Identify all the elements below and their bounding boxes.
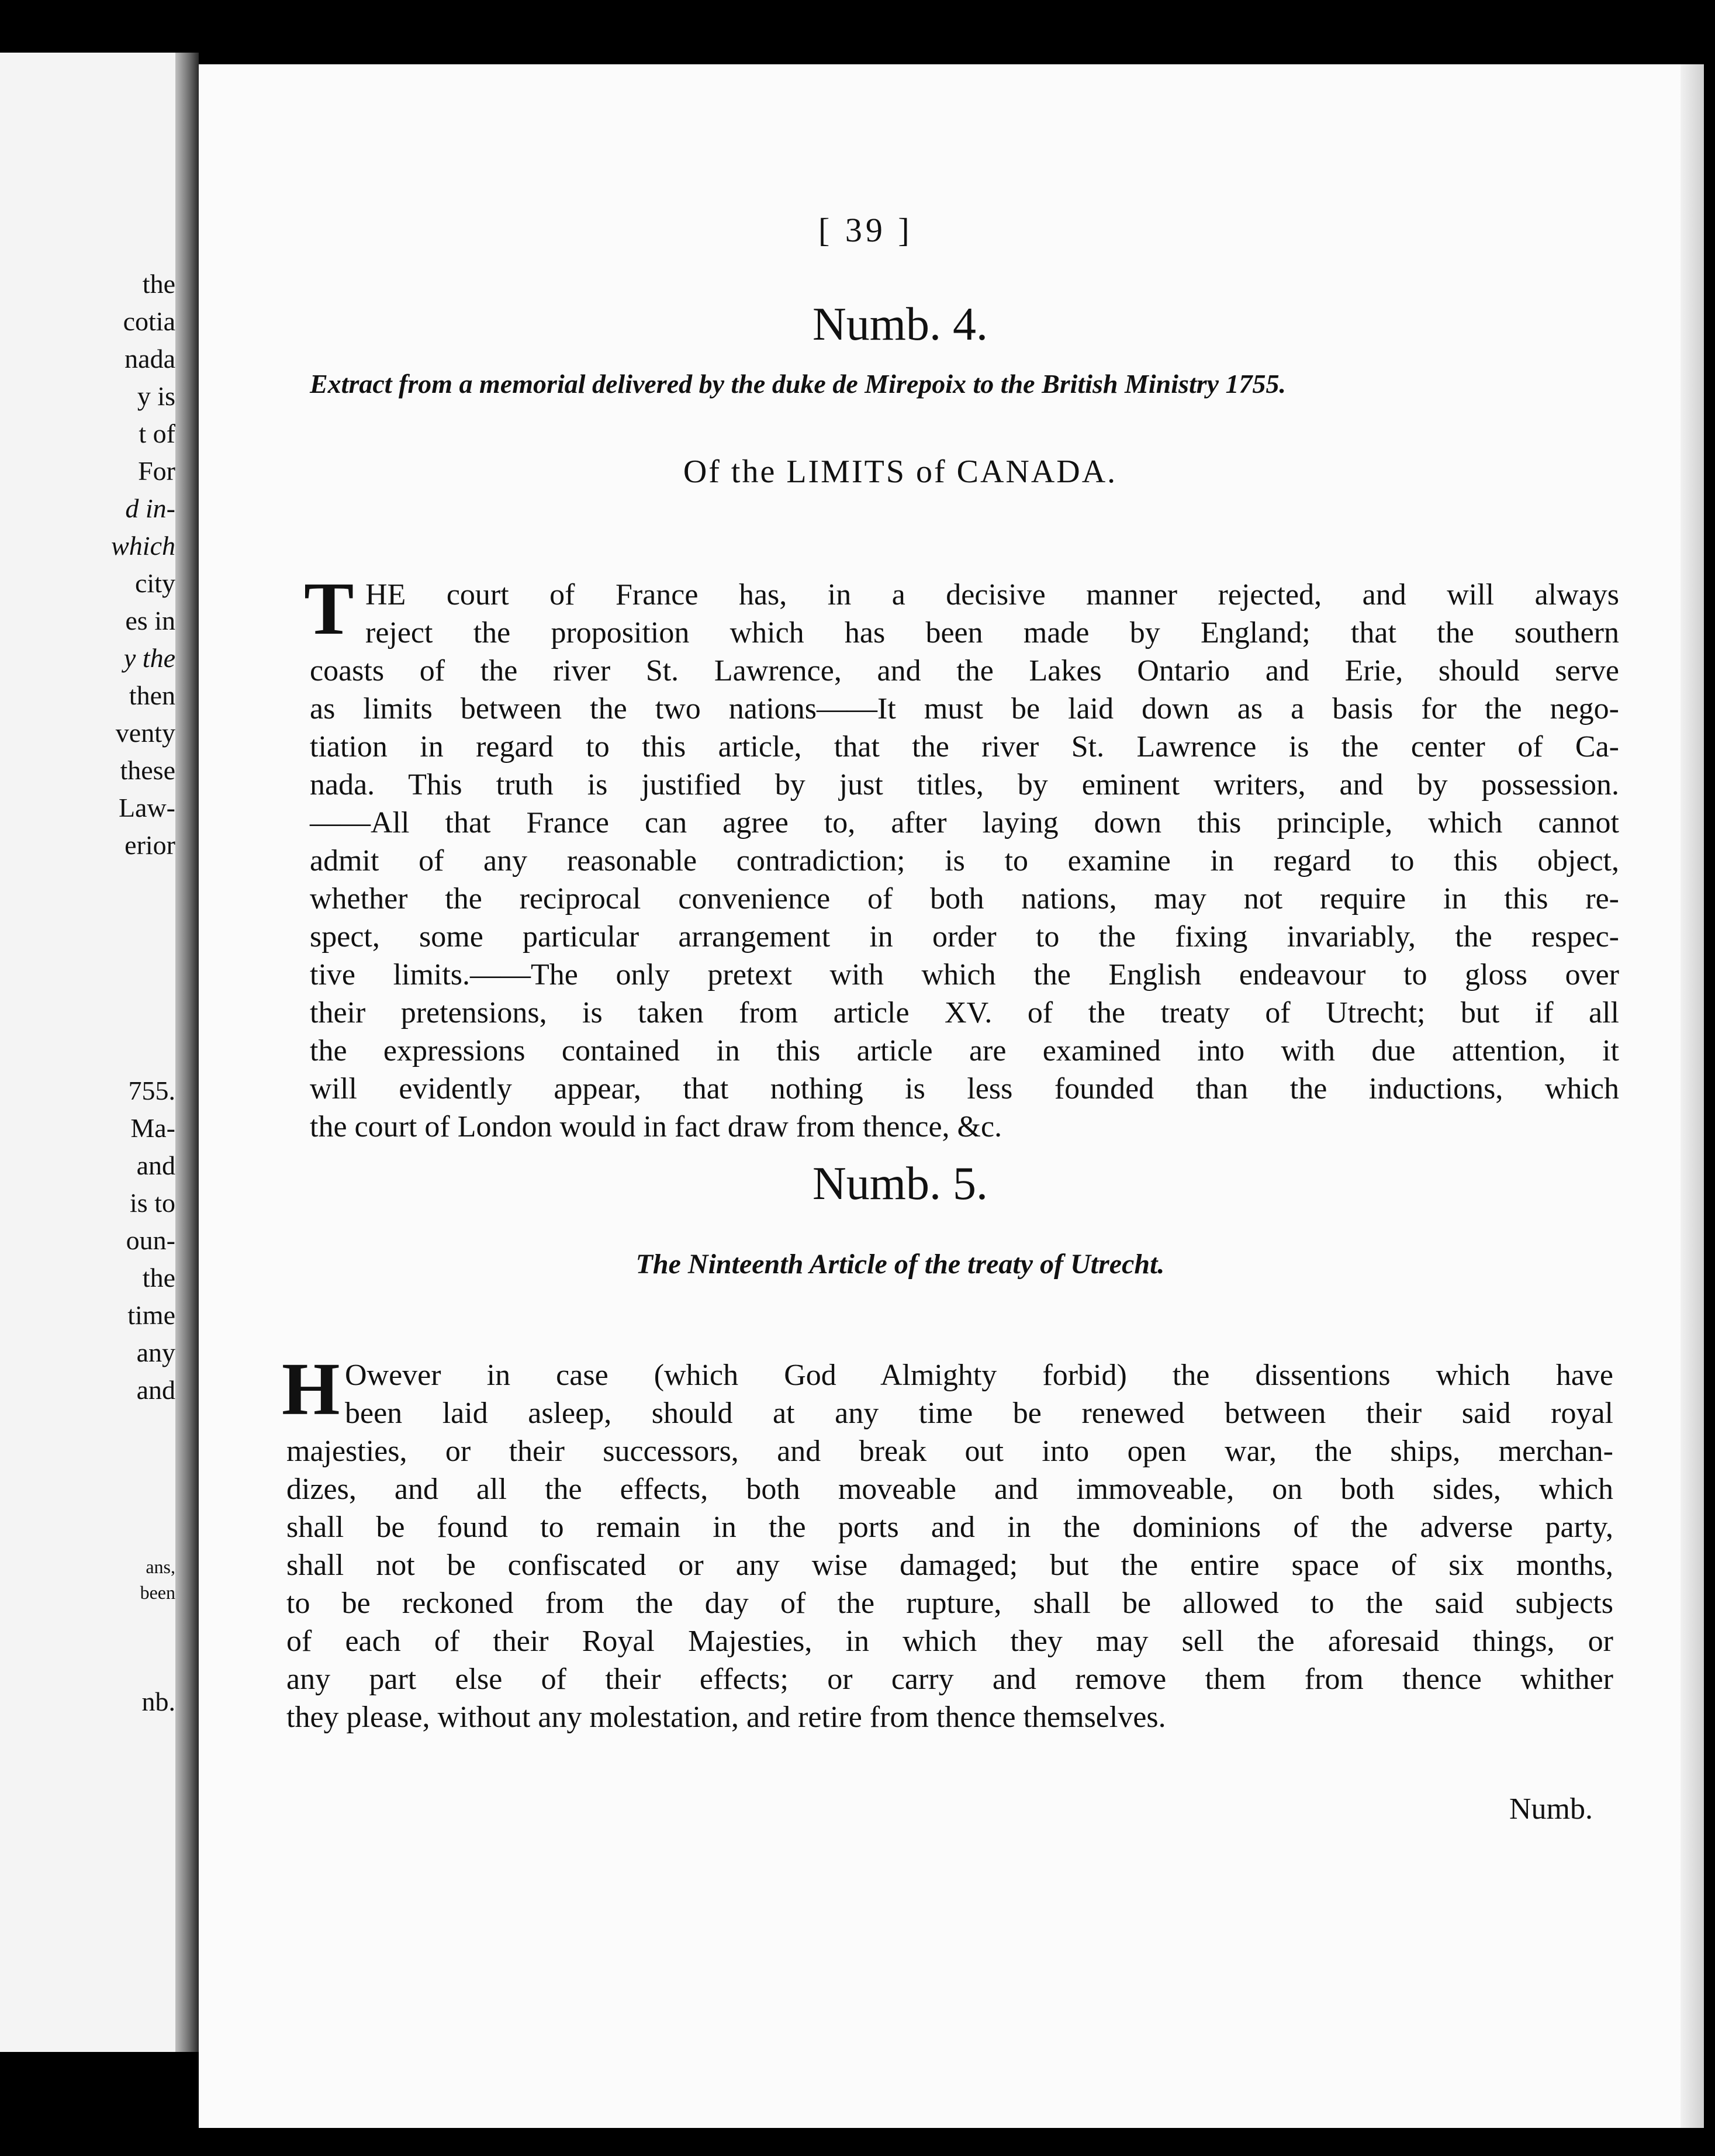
left-text-line: nada [125, 344, 175, 374]
left-text-line: any [136, 1338, 175, 1367]
paragraph-memorial [304, 567, 1619, 1146]
paragraph-treaty [282, 1348, 1613, 1736]
left-text-line: Ma- [130, 1113, 175, 1143]
text-line: they please, without any molestation, and retire from thence themselves. [286, 1701, 1166, 1734]
text-line: admit of any reasonable contradiction; is to examine in regard to this object, [310, 844, 1619, 877]
text-line: HE court of France has, in a decisive manner rejected, and will always [365, 578, 1619, 611]
text-line: of each of their Royal Majesties, in which they may sell the aforesaid things, or [286, 1625, 1613, 1658]
text-line: tiation in regard to this article, that the river St. Lawrence is the center of Ca- [310, 730, 1619, 763]
text-line: shall be found to remain in the ports and in the dominions of the adverse party, [286, 1511, 1613, 1544]
text-line: spect, some particular arrangement in order to the fixing invariably, the respec- [310, 920, 1619, 953]
text-line: nada. This truth is justified by just titles, by eminent writers, and by possession. [310, 768, 1619, 801]
text-line: coasts of the river St. Lawrence, and the Lakes Ontario and Erie, should serve [310, 654, 1619, 687]
main-page [199, 64, 1704, 2128]
catchword: Numb. [1509, 1792, 1593, 1826]
book-gutter [175, 53, 199, 2052]
left-text-line: Law- [118, 793, 175, 823]
left-text-line: been [140, 1582, 175, 1603]
section-title-limits: Of the LIMITS of CANADA. [683, 454, 1118, 490]
text-line: dizes, and all the effects, both moveable and immoveable, on both sides, which [286, 1473, 1613, 1506]
left-text-line: these [120, 755, 175, 785]
text-line: whether the reciprocal convenience of both nations, may not require in this re- [310, 882, 1619, 915]
text-line: their pretensions, is taken from article XV. of the treaty of Utrecht; but if all [310, 996, 1619, 1029]
left-facing-page [0, 53, 188, 2052]
text-line: ——All that France can agree to, after laying down this principle, which cannot [310, 806, 1619, 839]
left-text-line: ans, [146, 1556, 175, 1577]
text-line: reject the proposition which has been made by England; that the southern [365, 616, 1619, 649]
left-text-line: the [142, 269, 175, 299]
drop-cap: H [282, 1348, 340, 1431]
text-line: to be reckoned from the day of the rupture, shall be allowed to the said subjects [286, 1587, 1613, 1620]
left-text-line: city [135, 568, 175, 598]
left-text-line: For [138, 456, 175, 486]
left-text-line: then [129, 680, 175, 710]
left-text-line: which [111, 531, 175, 561]
left-text-line: time [127, 1300, 175, 1330]
section-heading-numb-4: Numb. 4. [812, 299, 988, 350]
left-text-line: the [142, 1263, 175, 1293]
text-line: the expressions contained in this article are examined into with due attention, it [310, 1034, 1619, 1067]
left-text-line: is to [130, 1188, 175, 1218]
left-text-line: nb. [141, 1687, 175, 1716]
text-line: any part else of their effects; or carry and remove them from thence whither [286, 1663, 1613, 1696]
left-text-line: and [136, 1375, 175, 1405]
section-heading-numb-5: Numb. 5. [812, 1158, 988, 1210]
left-text-line: oun- [126, 1225, 175, 1255]
left-text-line: es in [125, 606, 175, 635]
left-text-line: cotia [123, 306, 175, 336]
text-line: will evidently appear, that nothing is less founded than the inductions, which [310, 1072, 1619, 1105]
left-text-line: venty [115, 718, 175, 748]
section-subtitle-extract: Extract from a memorial delivered by the duke de Mirepoix to the British Ministry 1755. [310, 369, 1287, 399]
left-text-line: erior [125, 830, 175, 860]
text-line: tive limits.——The only pretext with which the English endeavour to gloss over [310, 958, 1619, 991]
section-subtitle-article: The Ninteenth Article of the treaty of Utrecht. [635, 1249, 1165, 1280]
left-text-line: d in- [125, 493, 175, 523]
text-line: Owever in case (which God Almighty forbid) the dissentions which have [345, 1359, 1613, 1392]
text-line: shall not be confiscated or any wise damaged; but the entire space of six months, [286, 1549, 1613, 1582]
page-edge [1681, 64, 1704, 2128]
left-text-line: and [136, 1150, 175, 1180]
drop-cap: T [304, 567, 354, 650]
text-line: the court of London would in fact draw from thence, &c. [310, 1110, 1002, 1143]
page-number: [ 39 ] [818, 211, 913, 249]
left-text-line: y the [123, 643, 175, 673]
text-line: as limits between the two nations——It must be laid down as a basis for the nego- [310, 692, 1619, 725]
text-line: been laid asleep, should at any time be renewed between their said royal [345, 1397, 1613, 1430]
text-line: majesties, or their successors, and break out into open war, the ships, merchan- [286, 1435, 1613, 1468]
left-text-line: 755. [128, 1076, 175, 1105]
left-text-line: t of [139, 419, 175, 448]
left-text-line: y is [137, 381, 175, 411]
